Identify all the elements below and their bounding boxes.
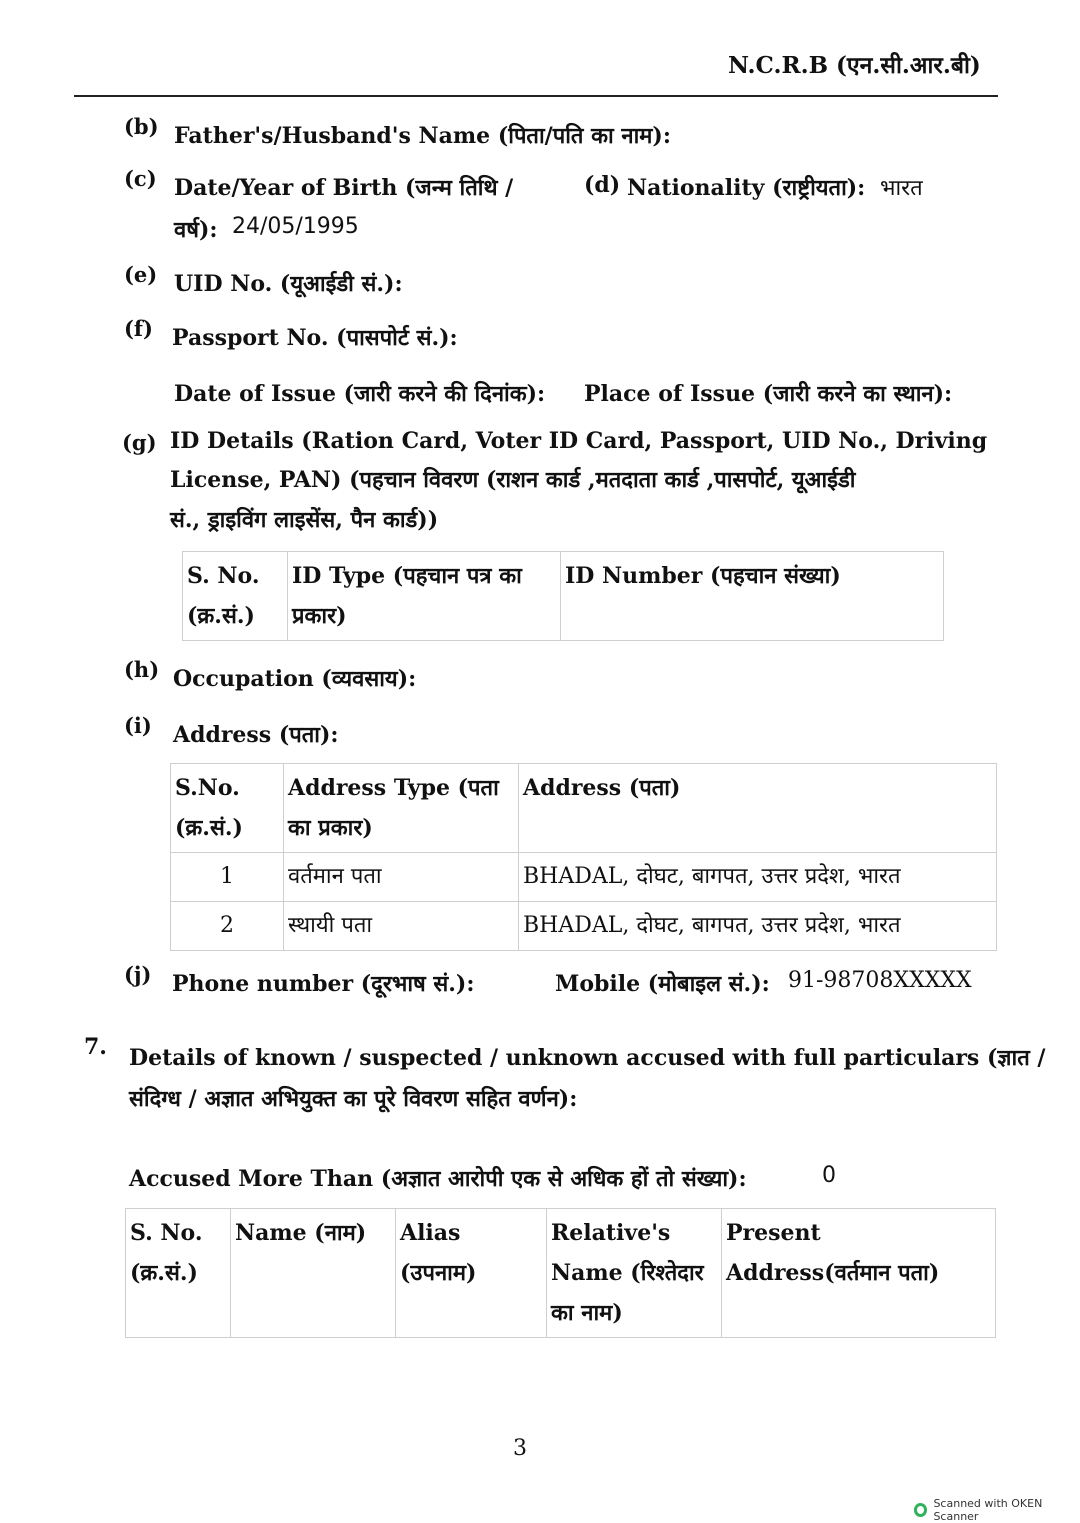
dob-label-line1: Date/Year of Birth (जन्म तिथि / bbox=[174, 175, 514, 201]
item-letter-e: (e) bbox=[124, 262, 158, 287]
table-row bbox=[171, 853, 997, 902]
col-address: Address (पता) bbox=[519, 764, 997, 853]
item-letter-f: (f) bbox=[124, 316, 153, 341]
item-letter-g: (g) bbox=[122, 430, 157, 455]
row-sno: 2 bbox=[171, 902, 284, 951]
col-address-type: Address Type (पता का प्रकार) bbox=[284, 764, 519, 853]
col-present-address: Present Address(वर्तमान पता) bbox=[722, 1209, 996, 1338]
mobile-label: Mobile (मोबाइल सं.): bbox=[555, 971, 770, 997]
section-number: 7. bbox=[84, 1034, 107, 1060]
col-sno: S. No. (क्र.सं.) bbox=[126, 1209, 231, 1338]
dob-value: 24/05/1995 bbox=[232, 214, 359, 239]
item-letter-h: (h) bbox=[124, 657, 160, 682]
row-address-type: स्थायी पता bbox=[284, 902, 519, 951]
issue-place-label: Place of Issue (जारी करने का स्थान): bbox=[584, 381, 953, 407]
id-details-line1: ID Details (Ration Card, Voter ID Card, Passport, UID No., Driving bbox=[170, 428, 988, 454]
accused-details-line1: Details of known / suspected / unknown accused with full particulars (ज्ञात / bbox=[129, 1045, 1046, 1071]
item-letter-b: (b) bbox=[124, 114, 159, 139]
issue-date-label: Date of Issue (जारी करने की दिनांक): bbox=[174, 381, 546, 407]
col-id-number: ID Number (पहचान संख्या) bbox=[561, 552, 944, 641]
table-header-row bbox=[126, 1209, 996, 1338]
accused-table bbox=[125, 1208, 996, 1338]
col-name: Name (नाम) bbox=[231, 1209, 396, 1338]
scanner-text: Scanned with OKEN Scanner bbox=[933, 1497, 1043, 1523]
item-letter-j: (j) bbox=[124, 962, 152, 987]
col-sno: S.No. (क्र.सं.) bbox=[171, 764, 284, 853]
phone-label: Phone number (दूरभाष सं.): bbox=[172, 971, 475, 997]
item-letter-d: (d) bbox=[584, 172, 621, 198]
row-address: BHADAL, दोघट, बागपत, उत्तर प्रदेश, भारत bbox=[519, 902, 997, 951]
accused-more-than-value: 0 bbox=[822, 1163, 836, 1188]
occupation-label: Occupation (व्यवसाय): bbox=[173, 666, 417, 692]
mobile-value: 91-98708XXXXX bbox=[788, 968, 972, 993]
accused-more-than-label: Accused More Than (अज्ञात आरोपी एक से अधिक हों तो संख्या): bbox=[129, 1166, 747, 1192]
nationality-label: Nationality (राष्ट्रीयता): bbox=[627, 175, 866, 201]
row-address: BHADAL, दोघट, बागपत, उत्तर प्रदेश, भारत bbox=[519, 853, 997, 902]
id-details-table bbox=[182, 551, 944, 641]
scanner-watermark bbox=[914, 1497, 1080, 1523]
accused-details-line2: संदिग्ध / अज्ञात अभियुक्त का पूरे विवरण सहित वर्णन): bbox=[129, 1086, 578, 1112]
header-rule bbox=[74, 95, 998, 97]
scanner-logo-icon bbox=[914, 1503, 927, 1517]
col-sno: S. No. (क्र.सं.) bbox=[183, 552, 288, 641]
id-details-line2: License, PAN) (पहचान विवरण (राशन कार्ड ,मतदाता कार्ड ,पासपोर्ट, यूआईडी bbox=[170, 467, 856, 493]
nationality-value: भारत bbox=[880, 176, 923, 201]
item-letter-c: (c) bbox=[124, 166, 157, 191]
fathers-name-label: Father's/Husband's Name (पिता/पति का नाम): bbox=[174, 123, 671, 149]
passport-label: Passport No. (पासपोर्ट सं.): bbox=[172, 325, 458, 351]
table-row bbox=[171, 902, 997, 951]
table-header-row bbox=[171, 764, 997, 853]
item-letter-i: (i) bbox=[124, 713, 152, 738]
dob-label-line2: वर्ष): bbox=[174, 217, 218, 243]
address-label: Address (पता): bbox=[173, 722, 339, 748]
col-id-type: ID Type (पहचान पत्र का प्रकार) bbox=[288, 552, 561, 641]
col-relative-name: Relative's Name (रिश्तेदार का नाम) bbox=[547, 1209, 722, 1338]
col-alias: Alias (उपनाम) bbox=[396, 1209, 547, 1338]
row-sno: 1 bbox=[171, 853, 284, 902]
id-details-line3: सं., ड्राइविंग लाइसेंस, पैन कार्ड)) bbox=[170, 507, 439, 533]
table-header-row bbox=[183, 552, 944, 641]
header-title: N.C.R.B (एन.सी.आर.बी) bbox=[728, 52, 981, 79]
uid-label: UID No. (यूआईडी सं.): bbox=[174, 271, 403, 297]
row-address-type: वर्तमान पता bbox=[284, 853, 519, 902]
address-table bbox=[170, 763, 997, 951]
page-number: 3 bbox=[513, 1436, 527, 1461]
